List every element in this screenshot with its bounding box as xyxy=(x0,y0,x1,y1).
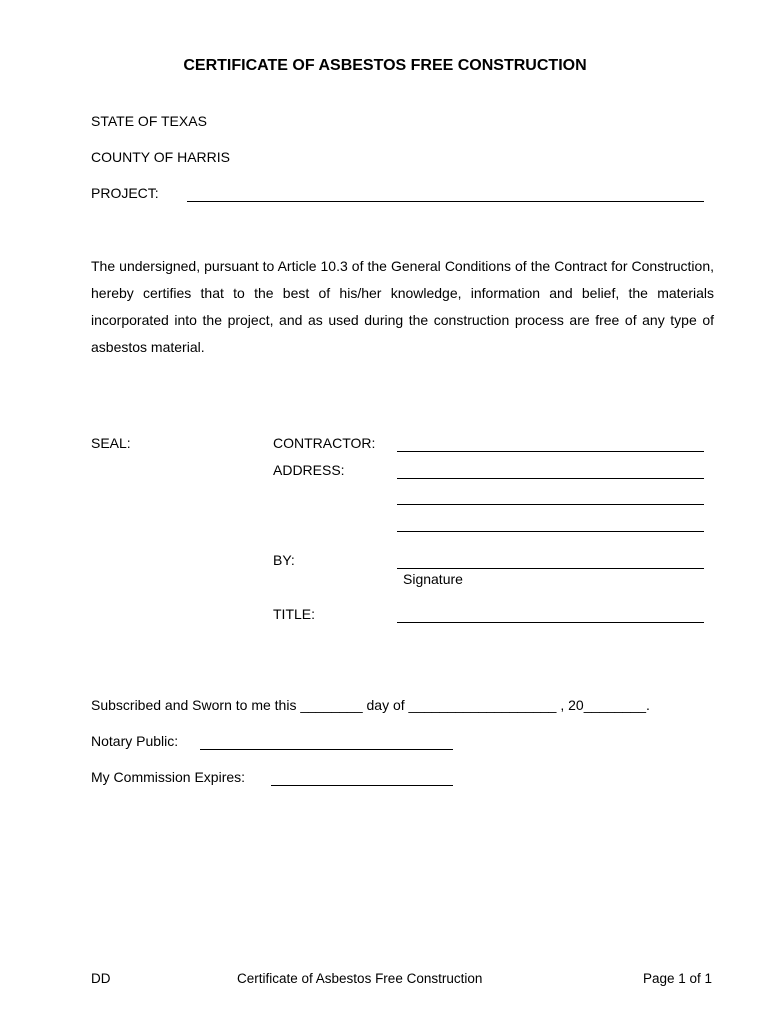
footer-center: Certificate of Asbestos Free Construction xyxy=(237,971,483,986)
sworn-statement: Subscribed and Sworn to me this ________ day of ___________________ , 20________. xyxy=(91,697,650,713)
state-line: STATE OF TEXAS xyxy=(91,113,207,129)
document-title: CERTIFICATE OF ASBESTOS FREE CONSTRUCTION xyxy=(183,57,587,74)
title-field[interactable] xyxy=(397,622,704,623)
commission-field[interactable] xyxy=(271,785,453,786)
notary-label: Notary Public: xyxy=(91,733,179,749)
contractor-label: CONTRACTOR: xyxy=(273,435,376,451)
county-line: COUNTY OF HARRIS xyxy=(91,149,230,165)
commission-label: My Commission Expires: xyxy=(91,769,246,785)
footer-page-number: Page 1 of 1 xyxy=(643,971,713,986)
certification-paragraph: The undersigned, pursuant to Article 10.3 of the General Conditions of the Contract for Construction, hereby certifies that to the best of his/her knowledge, information and belief, the materials incorporated into the project, and as used during the construction process are free of any type of asbestos material. xyxy=(91,258,714,355)
footer-left: DD xyxy=(91,971,111,986)
address-field-line-3[interactable] xyxy=(397,531,704,532)
title-label: TITLE: xyxy=(273,606,316,622)
project-label: PROJECT: xyxy=(91,185,159,201)
by-label: BY: xyxy=(273,552,295,568)
address-field-line-1[interactable] xyxy=(397,478,704,479)
address-field-line-2[interactable] xyxy=(397,504,704,505)
signature-field[interactable] xyxy=(397,568,704,569)
seal-label: SEAL: xyxy=(91,435,131,451)
project-field[interactable] xyxy=(187,201,704,202)
contractor-field[interactable] xyxy=(397,451,704,452)
address-label: ADDRESS: xyxy=(273,462,345,478)
signature-caption: Signature xyxy=(403,571,463,587)
notary-field[interactable] xyxy=(200,749,453,750)
